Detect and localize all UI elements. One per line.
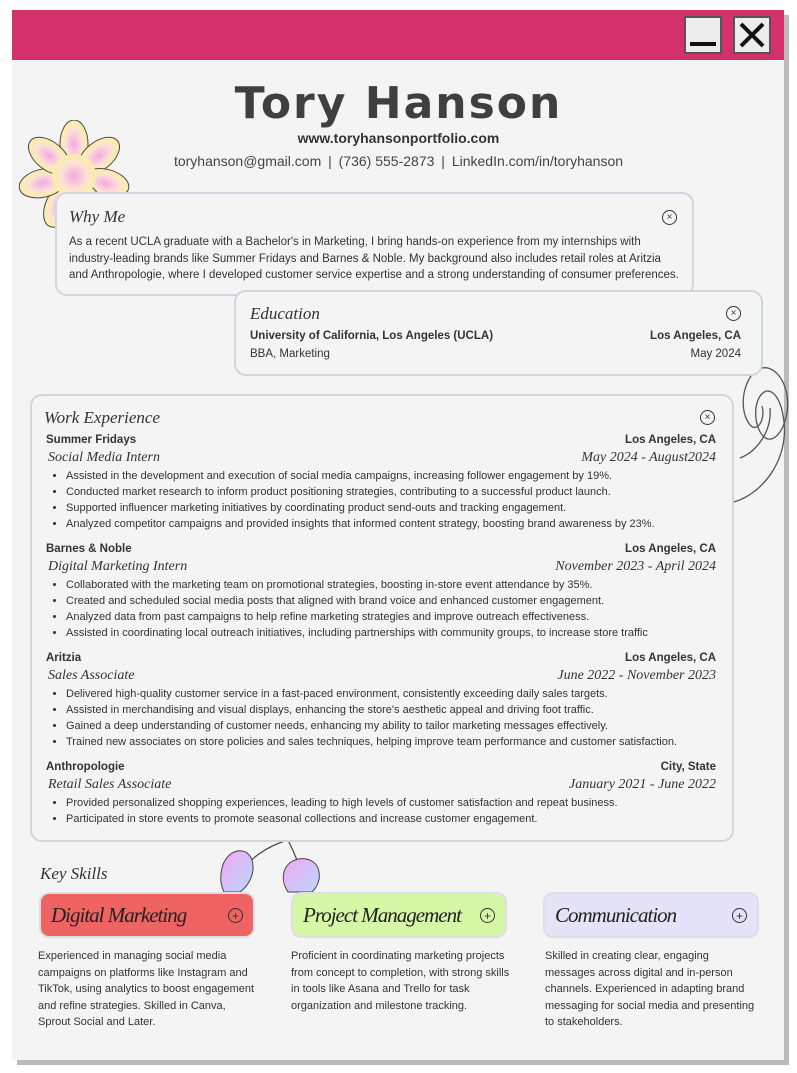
skill-pill-communication[interactable]	[543, 892, 759, 938]
skill-pill-project-management[interactable]	[291, 892, 507, 938]
phone-number: (736) 555-2873	[338, 153, 435, 169]
job-dates: January 2021 - June 2022	[569, 777, 716, 792]
why-me-text: As a recent UCLA graduate with a Bachelor's in Marketing, I bring hands-on experience from my internships with industry-leading brands like Summer Fridays and Barnes & Noble. My background also includes retail roles at Aritzia and Anthropologie, where I developed customer service expertise and a strong understanding of consumer preferences.	[69, 236, 679, 281]
skill-label: Project Management	[303, 903, 461, 927]
skill-label: Digital Marketing	[51, 903, 187, 927]
school-location: Los Angeles, CA	[650, 330, 741, 342]
bullet-item: • Analyzed competitor campaigns and provided insights that informed content strategy, boosting brand awareness by 23%.	[66, 516, 716, 532]
cherries-icon	[218, 838, 338, 898]
job-location: Los Angeles, CA	[625, 652, 716, 664]
minimize-button[interactable]	[684, 16, 722, 54]
job-role: Retail Sales Associate	[48, 777, 172, 792]
job-role: Social Media Intern	[48, 450, 160, 465]
separator: |	[328, 153, 332, 169]
job-entry	[46, 543, 716, 641]
company-name: Aritzia	[46, 652, 82, 664]
bullet-item: • Supported influencer marketing initiatives by coordinating product send-outs and tracking engagement.	[66, 500, 716, 516]
bullet-item: • Gained a deep understanding of customer needs, enhancing my ability to tailor marketing messages effectively.	[66, 718, 716, 734]
minimize-icon	[690, 42, 716, 46]
job-location: Los Angeles, CA	[625, 434, 716, 446]
title-bar	[12, 10, 784, 60]
job-bullets	[46, 795, 716, 827]
job-dates: November 2023 - April 2024	[555, 559, 716, 574]
company-name: Summer Fridays	[46, 434, 137, 446]
bullet-item: • Analyzed data from past campaigns to help refine marketing strategies and improve outreach effectiveness.	[66, 609, 716, 625]
job-bullets	[46, 577, 716, 641]
separator: |	[441, 153, 445, 169]
company-name: Anthropologie	[46, 761, 125, 773]
why-me-title: Why Me	[69, 207, 126, 226]
why-me-close-button[interactable]	[662, 210, 677, 225]
skill-label: Communication	[555, 903, 677, 927]
graduation-date: May 2024	[690, 348, 741, 360]
job-entry	[46, 434, 716, 532]
contact-line	[0, 153, 797, 169]
job-location: City, State	[660, 761, 716, 773]
close-button[interactable]	[733, 16, 771, 54]
degree: BBA, Marketing	[250, 348, 330, 360]
job-dates: June 2022 - November 2023	[557, 668, 716, 683]
bullet-item: • Participated in store events to promote seasonal collections and increase customer engagement.	[66, 811, 716, 827]
bullet-item: • Created and scheduled social media posts that aligned with brand voice and enhanced customer engagement.	[66, 593, 716, 609]
bullet-item: • Assisted in merchandising and visual displays, enhancing the store's aesthetic appeal and driving foot traffic.	[66, 702, 716, 718]
company-name: Barnes & Noble	[46, 543, 132, 555]
work-experience-card	[30, 394, 734, 842]
circle-plus-icon[interactable]: +	[732, 908, 747, 923]
bullet-item: • Provided personalized shopping experiences, leading to high levels of customer satisfaction and repeat business.	[66, 795, 716, 811]
portfolio-link[interactable]: www.toryhansonportfolio.com	[297, 130, 500, 146]
resume-name: Tory Hanson	[234, 78, 563, 129]
swirl-icon	[726, 362, 797, 512]
job-bullets	[46, 468, 716, 532]
job-role: Sales Associate	[48, 668, 135, 683]
why-me-card	[55, 192, 694, 296]
job-entry	[46, 652, 716, 750]
job-bullets	[46, 686, 716, 750]
circle-plus-icon[interactable]: +	[228, 908, 243, 923]
circle-x-icon: ×	[730, 307, 737, 319]
skill-description: Skilled in creating clear, engaging messages across digital and in-person channels. Experienced in adapting brand messaging for social media and presenting to stakeholders.	[545, 950, 755, 1028]
bullet-item: • Assisted in coordinating local outreach initiatives, including partnerships with community groups, to increase store traffic	[66, 625, 716, 641]
bullet-item: • Assisted in the development and execution of social media campaigns, increasing follower engagement by 19%.	[66, 468, 716, 484]
job-role: Digital Marketing Intern	[48, 559, 188, 574]
circle-x-icon: ×	[666, 211, 673, 223]
skill-pill-digital-marketing[interactable]	[39, 892, 255, 938]
skill-description: Proficient in coordinating marketing projects from concept to completion, with strong skills in tools like Asana and Trello for task organization and milestone tracking.	[291, 950, 510, 1012]
work-close-button[interactable]	[700, 410, 715, 425]
work-experience-title: Work Experience	[44, 408, 160, 427]
bullet-item: • Collaborated with the marketing team on promotional strategies, boosting in-store event attendance by 35%.	[66, 577, 716, 593]
bullet-item: • Conducted market research to inform product positioning strategies, contributing to a successful product launch.	[66, 484, 716, 500]
key-skills-title: Key Skills	[40, 864, 108, 883]
email-link[interactable]: toryhanson@gmail.com	[173, 153, 322, 169]
skill-description: Experienced in managing social media campaigns on platforms like Instagram and TikTok, using analytics to boost engagement and refine strategies. Skilled in Canva, Sprout Social and Later.	[38, 950, 255, 1028]
education-card	[234, 290, 763, 376]
education-close-button[interactable]	[726, 306, 741, 321]
job-location: Los Angeles, CA	[625, 543, 716, 555]
job-entry	[46, 761, 716, 827]
circle-x-icon: ×	[704, 411, 711, 423]
linkedin-link[interactable]: LinkedIn.com/in/toryhanson	[451, 153, 624, 169]
close-icon	[738, 21, 766, 49]
circle-plus-icon[interactable]: +	[480, 908, 495, 923]
education-title: Education	[250, 304, 320, 323]
school-name: University of California, Los Angeles (UCLA)	[250, 330, 494, 342]
bullet-item: • Delivered high-quality customer service in a fast-paced environment, consistently exceeding daily sales targets.	[66, 686, 716, 702]
job-dates: May 2024 - August2024	[581, 450, 716, 465]
bullet-item: • Trained new associates on store policies and sales techniques, helping improve team performance and customer satisfaction.	[66, 734, 716, 750]
